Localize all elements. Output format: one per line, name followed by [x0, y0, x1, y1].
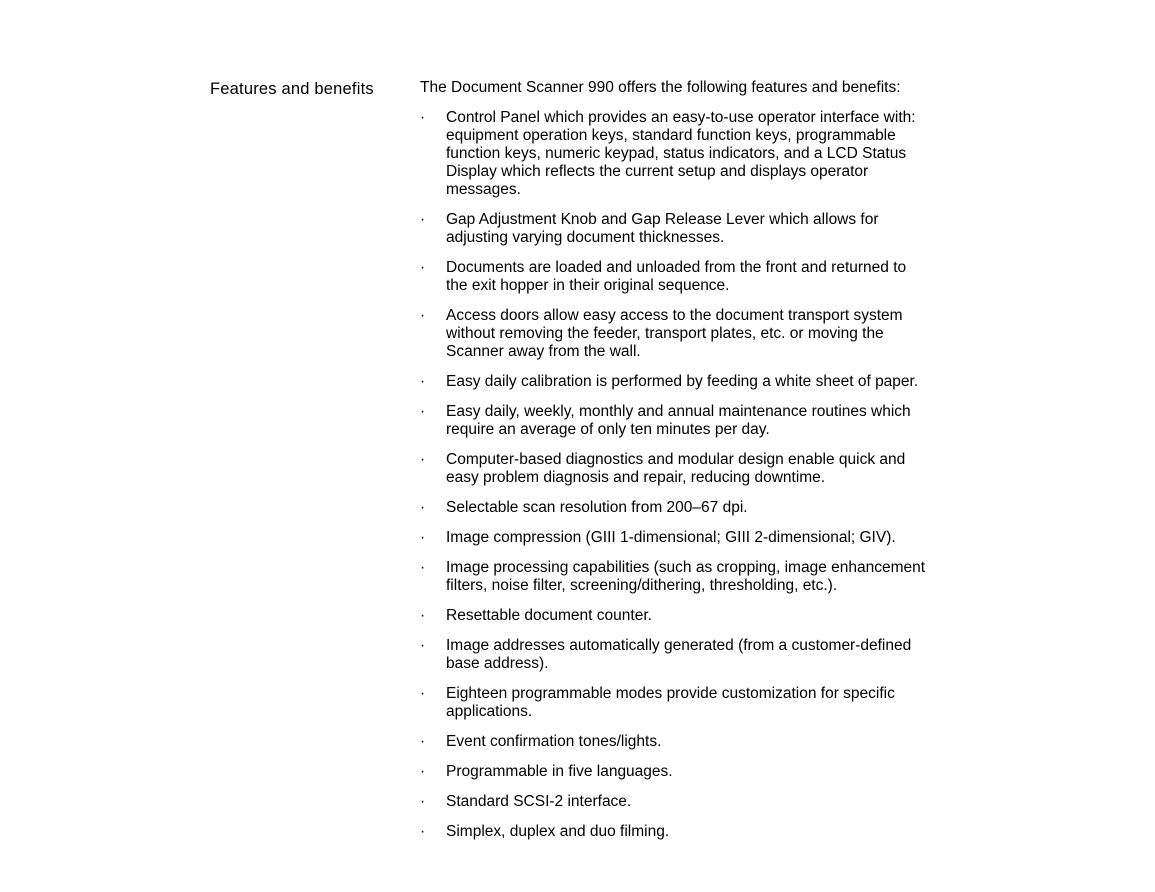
- feature-item: [420, 823, 930, 841]
- bullet-icon: ·: [420, 763, 426, 780]
- feature-text: Standard SCSI-2 interface.: [446, 793, 632, 810]
- feature-text: Easy daily calibration is performed by feeding a white sheet of paper.: [446, 373, 919, 390]
- feature-item: [420, 685, 930, 721]
- feature-item: [420, 733, 930, 751]
- feature-list: [420, 109, 930, 841]
- feature-item: [420, 259, 930, 295]
- feature-item: [420, 499, 930, 517]
- feature-item: [420, 559, 930, 595]
- bullet-icon: ·: [420, 451, 426, 468]
- feature-item: [420, 211, 930, 247]
- feature-text: Simplex, duplex and duo filming.: [446, 823, 670, 840]
- section-body: [420, 79, 930, 853]
- bullet-icon: ·: [420, 793, 426, 810]
- feature-text: Eighteen programmable modes provide customization for specific applications.: [446, 685, 895, 720]
- intro-paragraph: The Document Scanner 990 offers the following features and benefits:: [420, 79, 901, 96]
- bullet-icon: ·: [420, 307, 426, 324]
- feature-item: [420, 637, 930, 673]
- bullet-icon: ·: [420, 109, 426, 126]
- feature-text: Event confirmation tones/lights.: [446, 733, 662, 750]
- feature-text: Computer-based diagnostics and modular design enable quick and easy problem diagnosis and repair, reducing downtime.: [446, 451, 906, 486]
- feature-item: [420, 529, 930, 547]
- feature-text: Programmable in five languages.: [446, 763, 673, 780]
- bullet-icon: ·: [420, 823, 426, 840]
- section-heading: Features and benefits: [210, 80, 374, 98]
- feature-text: Image addresses automatically generated (from a customer-defined base address).: [446, 637, 912, 672]
- feature-text: Gap Adjustment Knob and Gap Release Lever which allows for adjusting varying document thicknesses.: [446, 211, 879, 246]
- feature-item: [420, 403, 930, 439]
- bullet-icon: ·: [420, 259, 426, 276]
- feature-item: [420, 793, 930, 811]
- feature-item: [420, 451, 930, 487]
- feature-text: Selectable scan resolution from 200–67 dpi.: [446, 499, 748, 516]
- feature-text: Resettable document counter.: [446, 607, 652, 624]
- bullet-icon: ·: [420, 607, 426, 624]
- bullet-icon: ·: [420, 211, 426, 228]
- feature-item: [420, 607, 930, 625]
- bullet-icon: ·: [420, 403, 426, 420]
- feature-text: Control Panel which provides an easy-to-use operator interface with: equipment operation keys, standard function keys, programmable function keys, numeric keypad, status indicators, and a LCD Status Display which reflects the current setup and displays operator messages.: [446, 109, 916, 198]
- feature-item: [420, 109, 930, 199]
- bullet-icon: ·: [420, 733, 426, 750]
- feature-text: Image compression (GIII 1-dimensional; GIII 2-dimensional; GIV).: [446, 529, 896, 546]
- bullet-icon: ·: [420, 637, 426, 654]
- bullet-icon: ·: [420, 529, 426, 546]
- feature-item: [420, 307, 930, 361]
- feature-item: [420, 763, 930, 781]
- bullet-icon: ·: [420, 499, 426, 516]
- bullet-icon: ·: [420, 373, 426, 390]
- feature-text: Image processing capabilities (such as cropping, image enhancement filters, noise filter, screening/dithering, thresholding, etc.).: [446, 559, 926, 594]
- bullet-icon: ·: [420, 559, 426, 576]
- feature-text: Access doors allow easy access to the document transport system without removing the feeder, transport plates, etc. or moving the Scanner away from the wall.: [446, 307, 903, 360]
- feature-item: [420, 373, 930, 391]
- feature-text: Easy daily, weekly, monthly and annual maintenance routines which require an average of only ten minutes per day.: [446, 403, 911, 438]
- feature-text: Documents are loaded and unloaded from the front and returned to the exit hopper in their original sequence.: [446, 259, 907, 294]
- bullet-icon: ·: [420, 685, 426, 702]
